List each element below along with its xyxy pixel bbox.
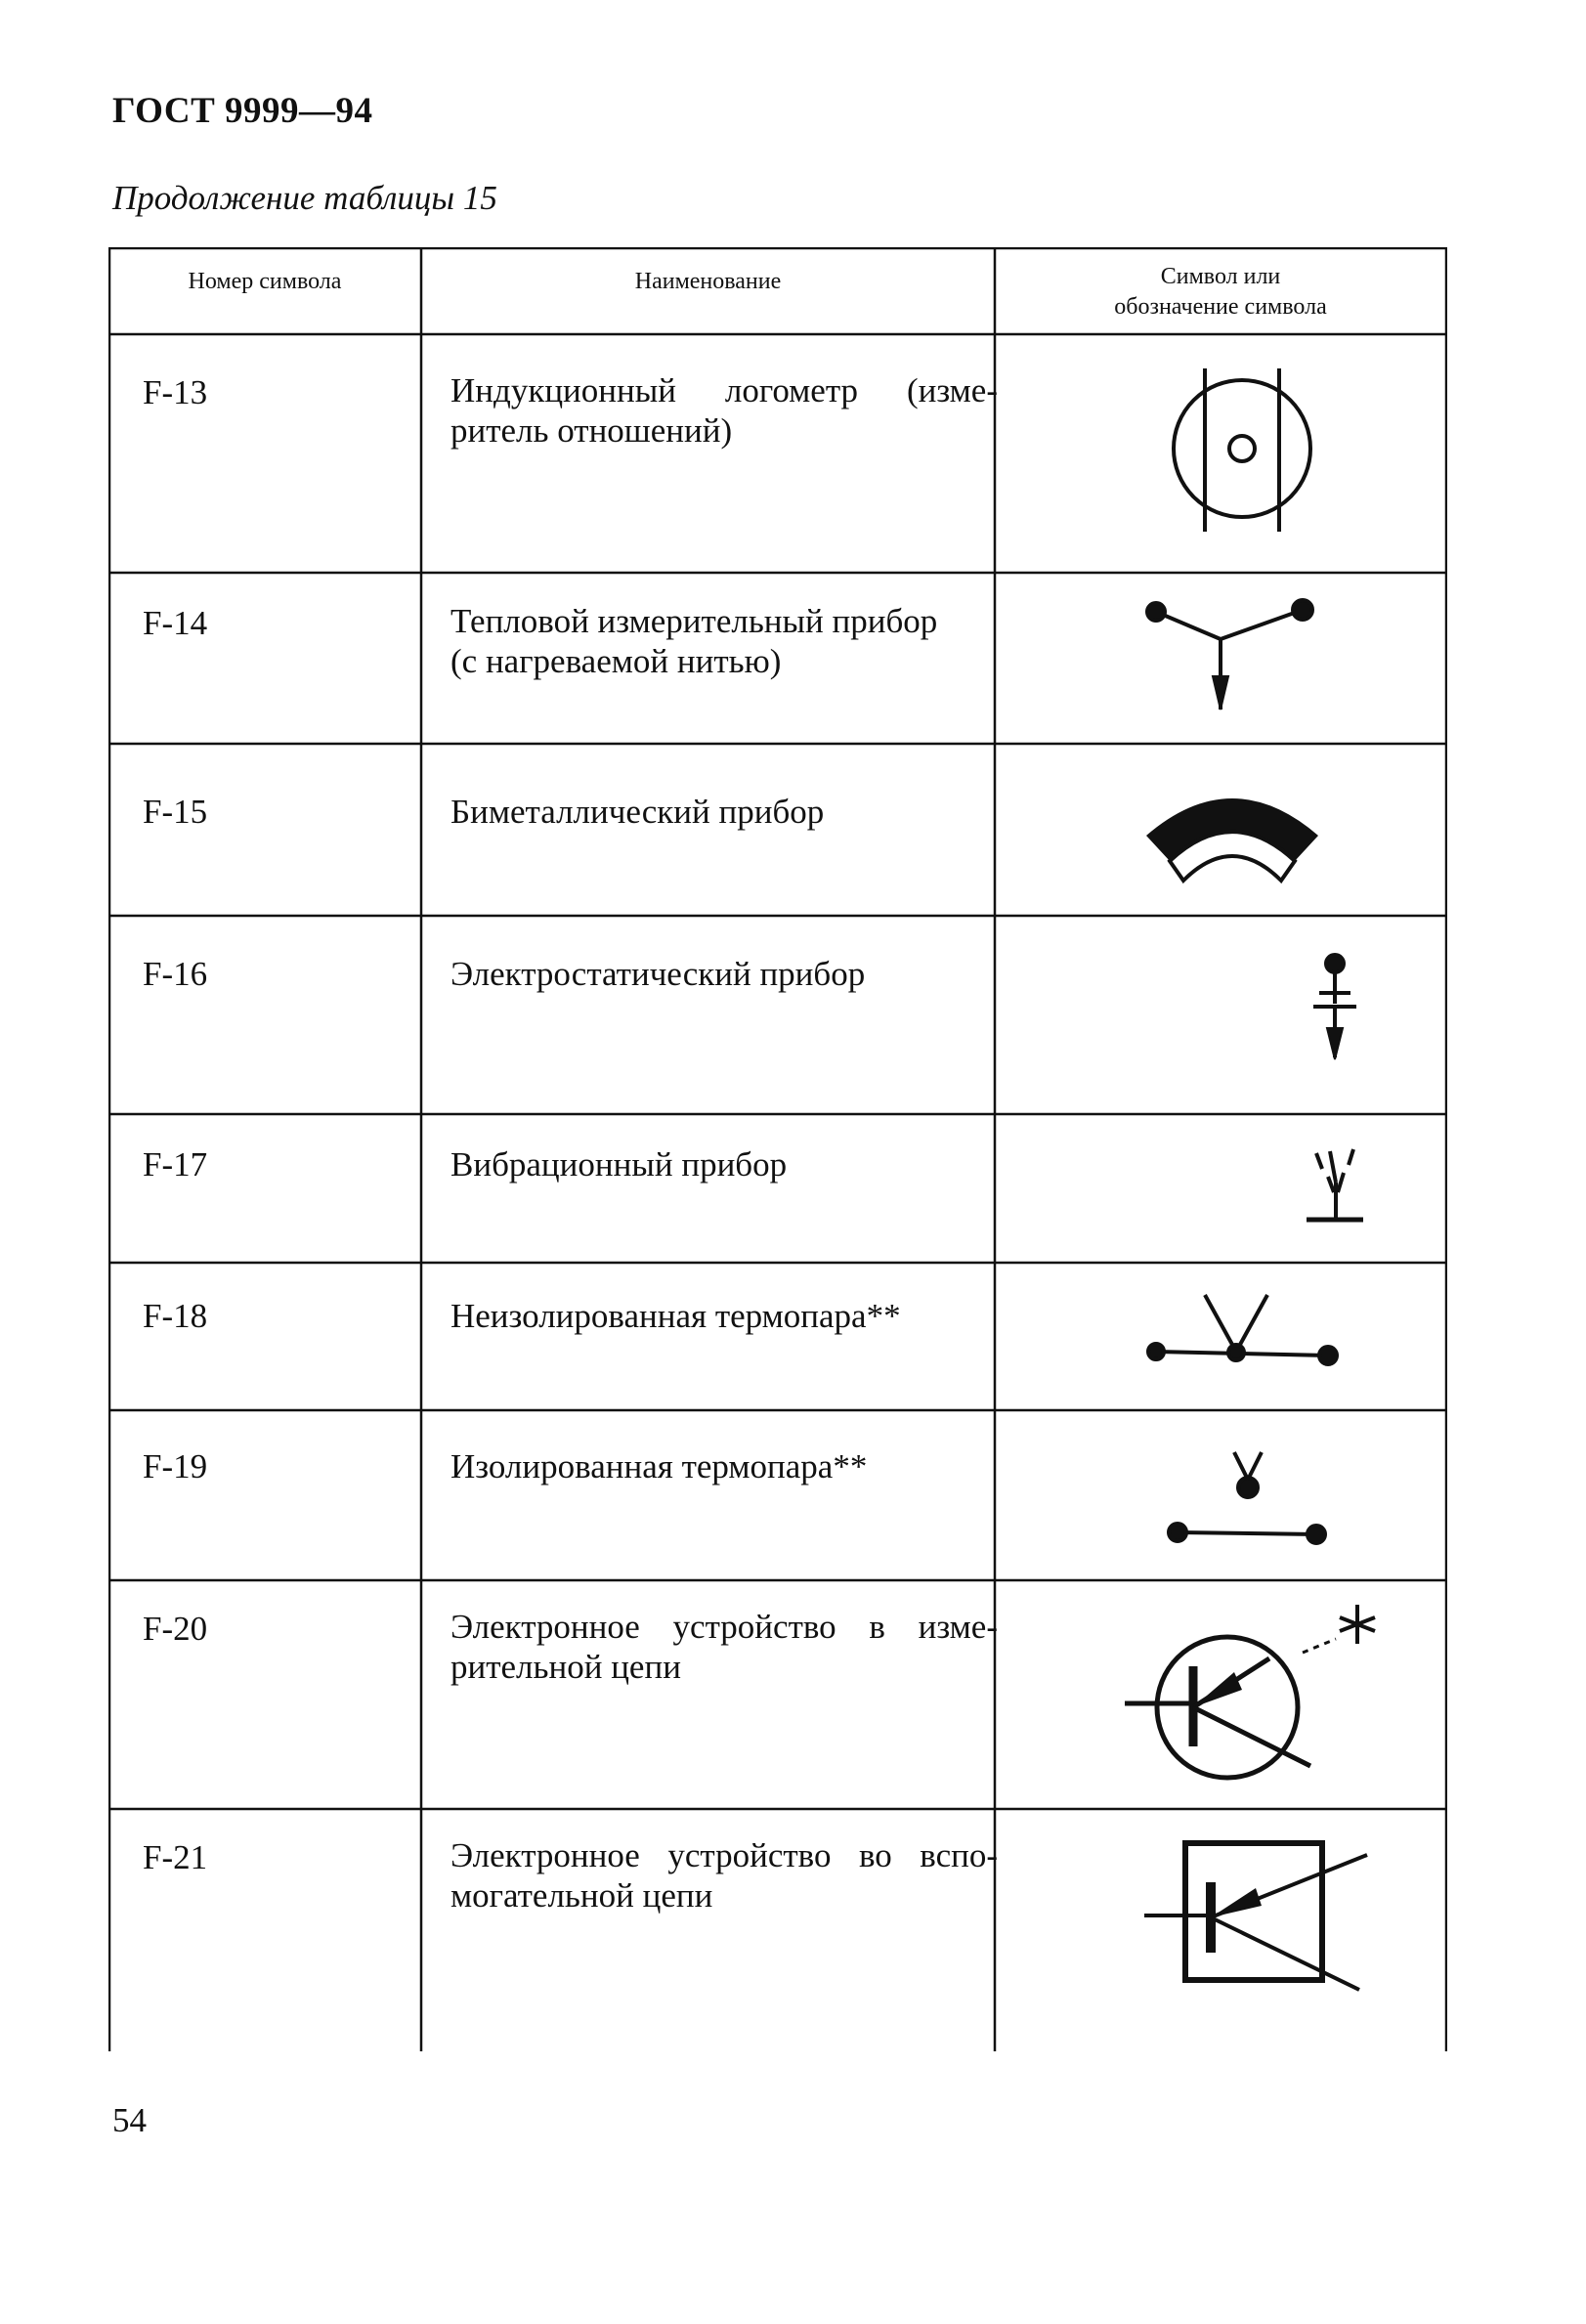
insulated-thermocouple-icon — [1164, 1444, 1330, 1552]
symbol-number: F-21 — [143, 1838, 208, 1876]
vibration-instrument-icon — [1301, 1143, 1369, 1241]
header-symbol-number: Номер символа — [188, 269, 342, 294]
symbol-number: F-17 — [143, 1145, 208, 1184]
document-title: ГОСТ 9999—94 — [112, 91, 373, 131]
thermal-instrument-icon — [1135, 592, 1330, 729]
symbol-name: Вибрационный прибор — [450, 1145, 788, 1184]
symbol-name: Электростатический прибор — [450, 955, 866, 993]
table-row — [108, 744, 1447, 916]
induction-ratiometer-icon — [1164, 364, 1320, 539]
symbol-number: F-16 — [143, 955, 208, 993]
table-row — [108, 1580, 1447, 1809]
header-name: Наименование — [634, 269, 782, 294]
symbol-number: F-20 — [143, 1610, 208, 1648]
symbol-number: F-15 — [143, 793, 208, 831]
symbol-name: Электронное устройство в изме- рительной цепи — [450, 1608, 998, 1686]
table-row — [108, 916, 1447, 1114]
table-row — [108, 1114, 1447, 1263]
header-symbol — [995, 262, 1446, 323]
table-row — [108, 334, 1447, 573]
uninsulated-thermocouple-icon — [1144, 1287, 1340, 1385]
symbol-name: Электронное устройство во вспо- могательной цепи — [450, 1836, 998, 1915]
page-number: 54 — [112, 2101, 147, 2139]
electrostatic-instrument-icon — [1306, 950, 1364, 1077]
header-symbol-line2: обозначение символа — [1114, 294, 1327, 321]
symbol-number: F-13 — [143, 373, 208, 411]
table-caption: Продолжение таблицы 15 — [112, 179, 497, 217]
table-row — [108, 1410, 1447, 1580]
table-row — [108, 1809, 1447, 2051]
electronic-device-measuring-circuit-icon — [1125, 1600, 1389, 1795]
symbol-name: Индукционный логометр (изме- ритель отношений) — [450, 371, 998, 450]
bimetallic-instrument-icon — [1135, 773, 1330, 890]
table-row — [108, 573, 1447, 744]
symbol-number: F-18 — [143, 1297, 208, 1335]
symbols-table — [108, 247, 1447, 2051]
symbol-number: F-14 — [143, 604, 208, 642]
table-row — [108, 1263, 1447, 1410]
electronic-device-auxiliary-circuit-icon — [1135, 1833, 1379, 2029]
symbol-number: F-19 — [143, 1447, 208, 1485]
header-symbol-line1: Символ или — [1160, 264, 1281, 289]
symbol-name: Неизолированная термопара** — [450, 1297, 901, 1335]
symbol-name: Биметаллический прибор — [450, 793, 825, 831]
symbol-name: Тепловой измерительный прибор (с нагреваемой нитью) — [450, 602, 938, 680]
symbol-name: Изолированная термопара** — [450, 1447, 868, 1485]
